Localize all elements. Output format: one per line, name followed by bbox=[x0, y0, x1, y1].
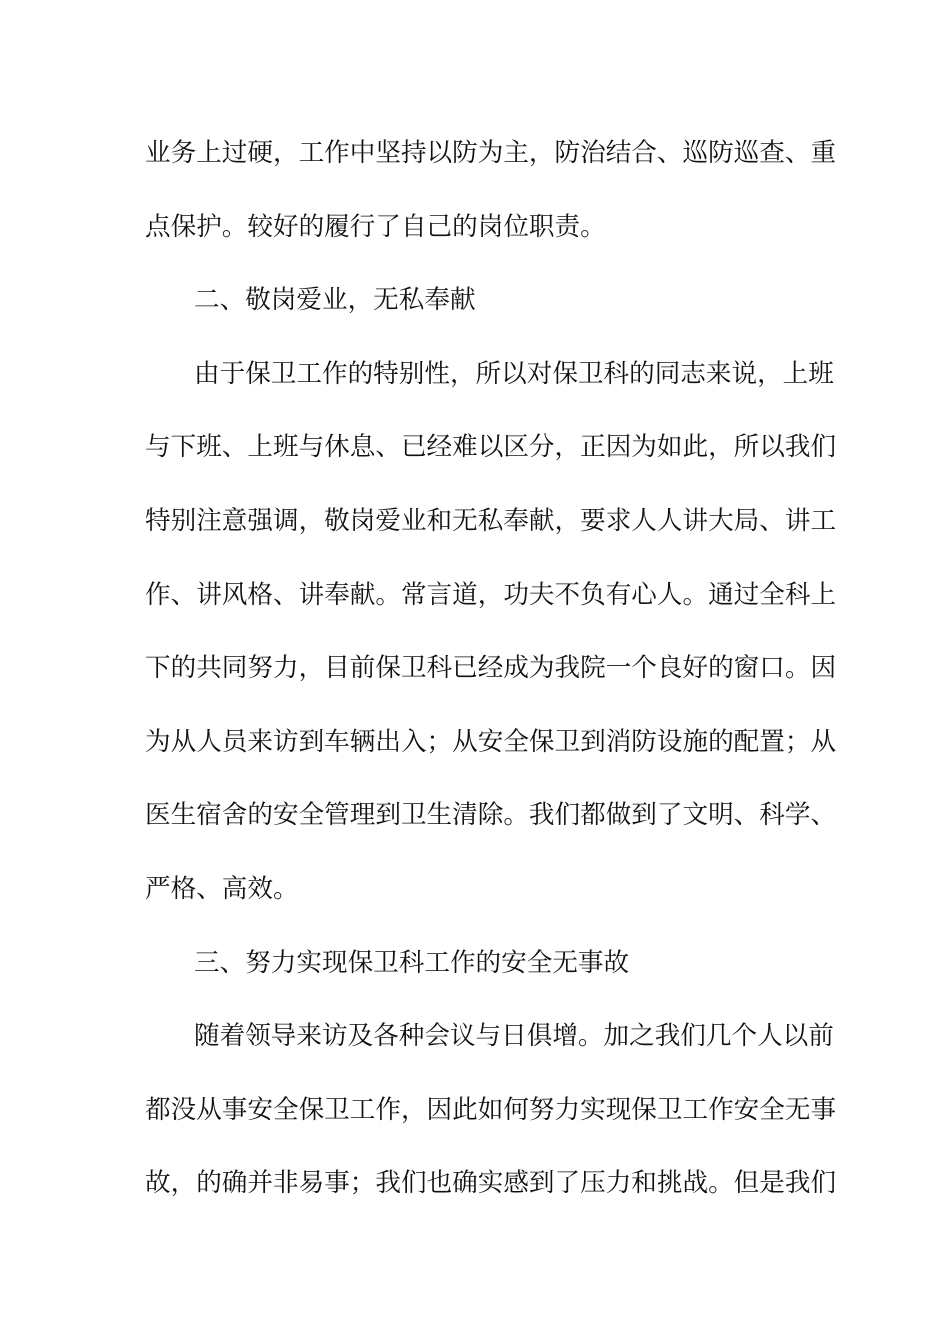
paragraph-line: 故，的确并非易事；我们也确实感到了压力和挑战。但是我们 bbox=[145, 1168, 837, 1199]
paragraph-line: 随着领导来访及各种会议与日俱增。加之我们几个人以前 bbox=[194, 1021, 834, 1052]
paragraph-line: 作、讲风格、讲奉献。常言道，功夫不负有心人。通过全科上 bbox=[145, 579, 837, 610]
paragraph-line: 由于保卫工作的特别性，所以对保卫科的同志来说，上班 bbox=[194, 358, 834, 389]
paragraph-line: 点保护。较好的履行了自己的岗位职责。 bbox=[145, 211, 606, 242]
paragraph-line: 业务上过硬，工作中坚持以防为主，防治结合、巡防巡查、重 bbox=[145, 138, 837, 168]
paragraph-line: 与下班、上班与休息、已经难以区分，正因为如此，所以我们 bbox=[145, 432, 837, 463]
section-heading: 三、努力实现保卫科工作的安全无事故 bbox=[194, 947, 630, 978]
paragraph-line: 医生宿舍的安全管理到卫生清除。我们都做到了文明、科学、 bbox=[145, 800, 837, 831]
paragraph-line: 特别注意强调，敬岗爱业和无私奉献，要求人人讲大局、讲工 bbox=[145, 505, 837, 536]
paragraph-line: 为从人员来访到车辆出入；从安全保卫到消防设施的配置；从 bbox=[145, 726, 837, 757]
document-body bbox=[145, 124, 837, 1228]
paragraph-line: 下的共同努力，目前保卫科已经成为我院一个良好的窗口。因 bbox=[145, 653, 837, 684]
paragraph-line: 都没从事安全保卫工作，因此如何努力实现保卫工作安全无事 bbox=[145, 1094, 837, 1125]
section-heading: 二、敬岗爱业，无私奉献 bbox=[194, 285, 476, 316]
paragraph-line: 严格、高效。 bbox=[145, 873, 299, 904]
